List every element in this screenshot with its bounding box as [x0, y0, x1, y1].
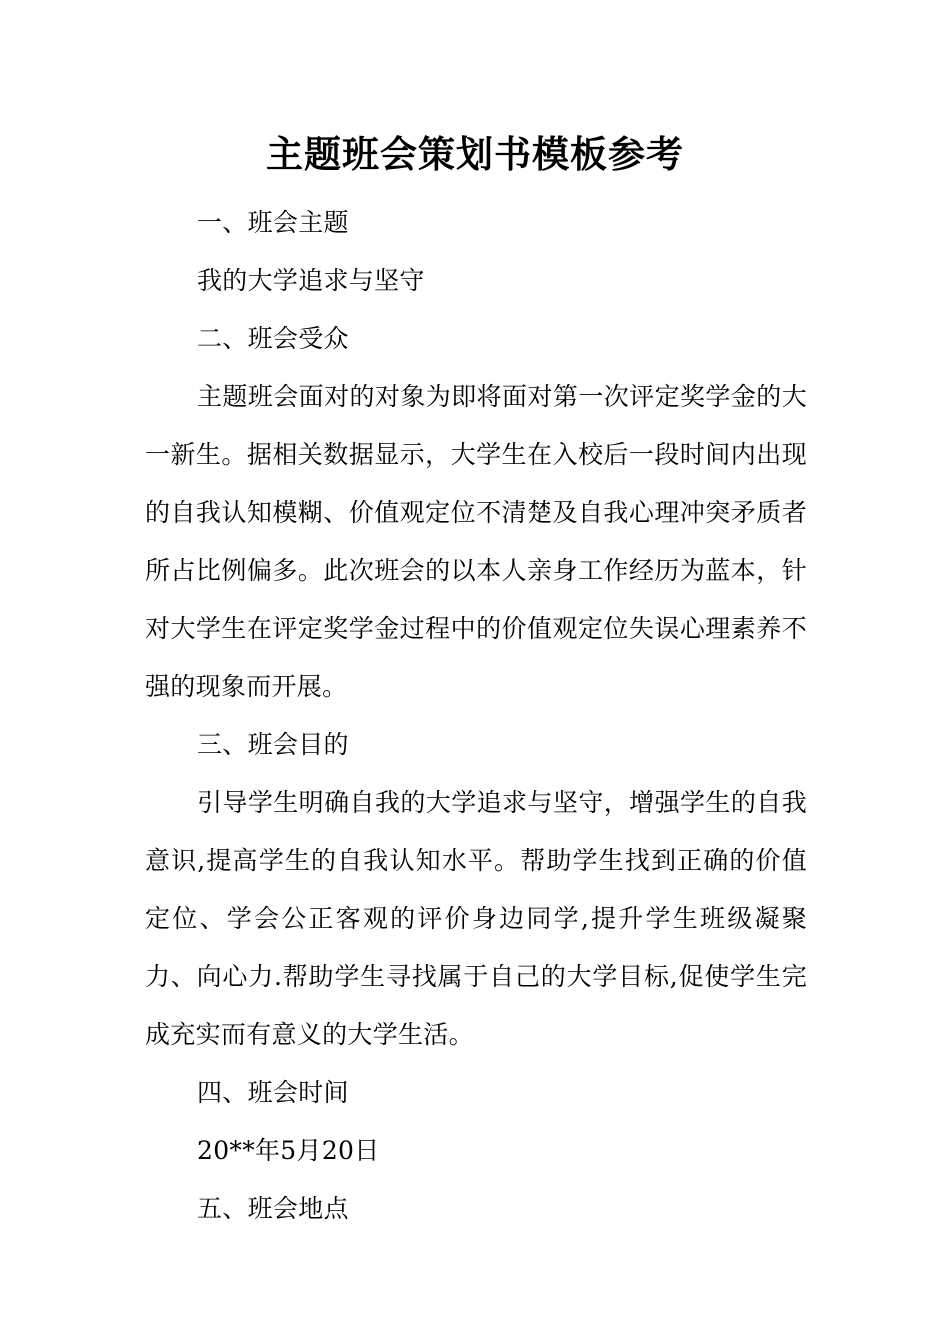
section-body-theme: 我的大学追求与坚守 [197, 266, 425, 295]
section-heading-theme: 一、班会主题 [197, 208, 349, 237]
section-body-audience: 主题班会面对的对象为即将面对第一次评定奖学金的大一新生。据相关数据显示，大学生在入校后一段时间内出现的自我认知模糊、价值观定位不清楚及自我心理冲突矛质者所占比例偏多。此次班会的以本人亲身工作经历为蓝本，针对大学生在评定奖学金过程中的价值观定位失误心理素养不强的现象而开展。 [145, 382, 807, 701]
document-title: 主题班会策划书模板参考 [266, 132, 684, 176]
section-heading-purpose: 三、班会目的 [197, 730, 349, 759]
section-heading-location: 五、班会地点 [197, 1194, 349, 1223]
section-body-purpose: 引导学生明确自我的大学追求与坚守，增强学生的自我意识,提高学生的自我认知水平。帮助学生找到正确的价值定位、学会公正客观的评价身边同学,提升学生班级凝聚力、向心力.帮助学生寻找属于自己的大学目标,促使学生完成充实而有意义的大学生活。 [145, 788, 807, 1049]
document-body [145, 194, 807, 1238]
section-heading-audience: 二、班会受众 [197, 324, 349, 353]
section-heading-time: 四、班会时间 [197, 1078, 349, 1107]
section-body-time: 20**年5月20日 [197, 1136, 380, 1165]
